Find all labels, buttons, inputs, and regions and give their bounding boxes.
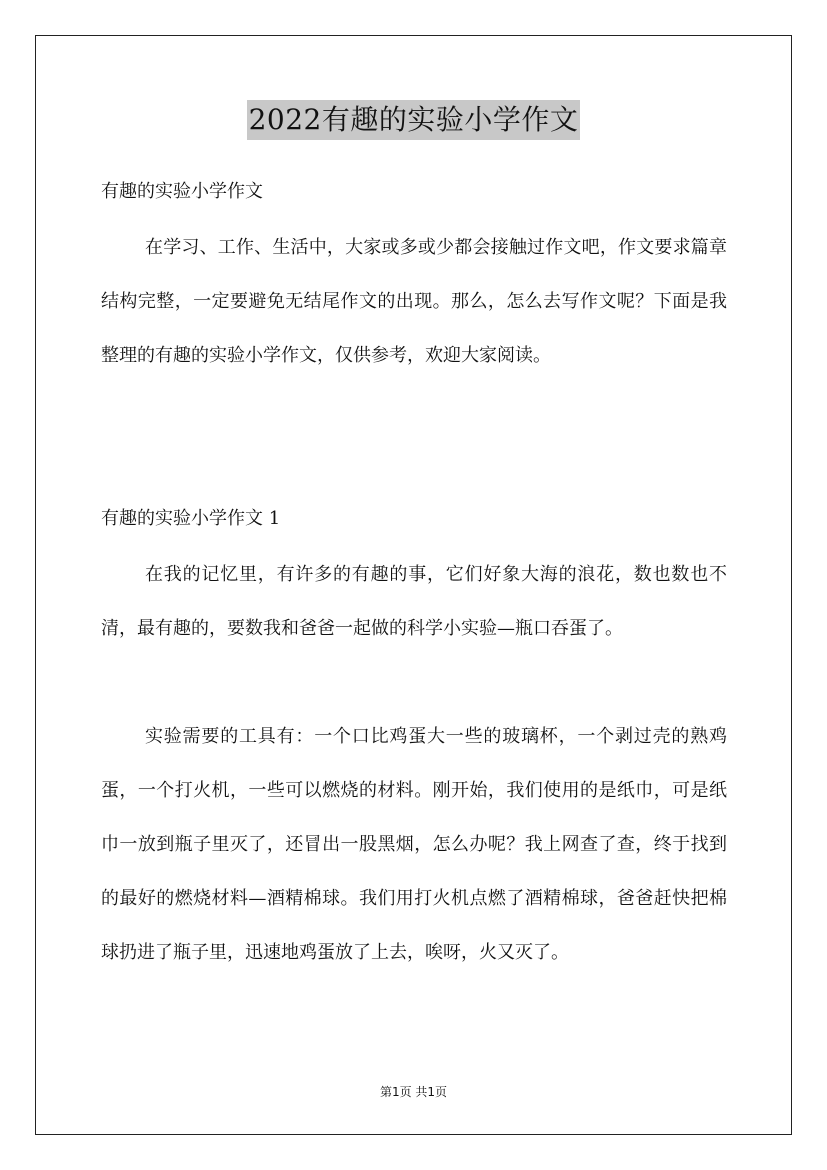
section-heading: 有趣的实验小学作文 1	[101, 508, 281, 529]
subtitle: 有趣的实验小学作文	[101, 181, 263, 202]
document-title: 2022有趣的实验小学作文	[247, 100, 581, 140]
title-container	[0, 100, 827, 140]
body-paragraph-2: 实验需要的工具有：一个口比鸡蛋大一些的玻璃杯，一个剥过壳的熟鸡蛋，一个打火机，一些可以燃烧的材料。刚开始，我们使用的是纸巾，可是纸巾一放到瓶子里灭了，还冒出一股黑烟，怎么办呢？我上网查了查，终于找到的最好的燃烧材料—酒精棉球。我们用打火机点燃了酒精棉球，爸爸赶快把棉球扔进了瓶子里，迅速地鸡蛋放了上去，唉呀，火又灭了。	[101, 726, 727, 963]
intro-paragraph: 在学习、工作、生活中，大家或多或少都会接触过作文吧，作文要求篇章结构完整，一定要避免无结尾作文的出现。那么，怎么去写作文呢？下面是我整理的有趣的实验小学作文，仅供参考，欢迎大家阅读。	[101, 237, 727, 366]
body-paragraph-1: 在我的记忆里，有许多的有趣的事，它们好象大海的浪花，数也数也不清，最有趣的，要数我和爸爸一起做的科学小实验—瓶口吞蛋了。	[101, 564, 727, 639]
page-footer: 第1页 共1页	[379, 1085, 448, 1099]
